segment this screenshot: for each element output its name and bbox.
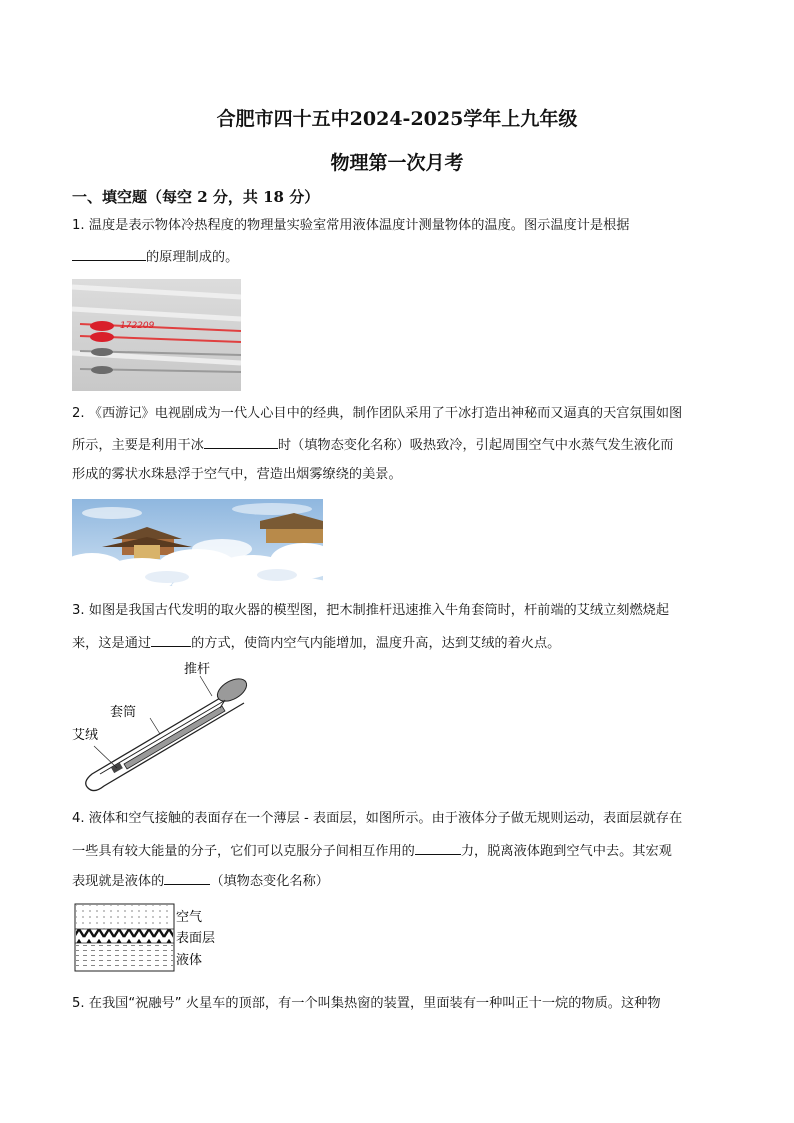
section-heading-fill-in: 一、填空题（每空 2 分，共 18 分）: [72, 188, 320, 206]
q4-text-line3-before: 表现就是液体的: [72, 874, 165, 889]
q2-text-line2-after: 时（填物态变化名称）吸热致冷，引起周围空气中水蒸气发生液化而: [277, 438, 674, 453]
q2-text-line1: 2. 《西游记》电视剧成为一代人心目中的经典，制作团队采用了干冰打造出神秘而又逼真的天宫氛围如图: [72, 406, 683, 421]
label-sleeve: 套筒: [110, 705, 137, 720]
label-surface-layer: 表面层: [176, 931, 216, 946]
q1-text-line2: [72, 246, 732, 268]
q3-text-line1: 3. 如图是我国古代发明的取火器的模型图，把木制推杆迅速推入牛角套筒时，杆前端的艾绒立刻燃烧起: [72, 603, 670, 618]
q4-text-line3-after: （填物态变化名称）: [210, 874, 329, 889]
q1-text-line2-after: 的原理制成的。: [146, 250, 239, 265]
surface-layer-diagram: [74, 903, 234, 973]
q4-text-line2: [72, 840, 732, 862]
q4-text-line2-before: 一些具有较大能量的分子，它们可以克服分子间相互作用的: [72, 844, 415, 859]
exam-title-line1: 合肥市四十五中2024-2025学年上九年级: [216, 108, 578, 130]
thermometer-photo: [72, 279, 241, 391]
q5-text-line1: 5. 在我国“祝融号” 火星车的顶部，有一个叫集热窗的装置，里面装有一种叫正十一烷的物质。这种物: [72, 996, 661, 1011]
q2-text-line3: 形成的雾状水珠悬浮于空气中，营造出烟雾缭绕的美景。: [72, 467, 402, 482]
exam-title-line2: 物理第一次月考: [330, 152, 464, 174]
q2-answer-blank[interactable]: [204, 434, 278, 449]
q4-answer-blank-1[interactable]: [415, 840, 461, 855]
q3-text-line2-before: 来，这是通过: [72, 636, 152, 651]
fire-piston-diagram: [72, 656, 252, 796]
q3-text-line2: [72, 632, 732, 654]
q2-text-line2: [72, 434, 732, 456]
q3-answer-blank[interactable]: [151, 632, 191, 647]
q1-text-line1: 1. 温度是表示物体冷热程度的物理量实验室常用液体温度计测量物体的温度。图示温度计是根据: [72, 218, 630, 233]
q4-text-line3: [72, 870, 732, 892]
heavenly-palace-photo: [72, 499, 323, 586]
thermometer-photo-text: 172209: [120, 321, 155, 331]
q4-text-line1: 4. 液体和空气接触的表面存在一个薄层 - 表面层，如图所示。由于液体分子做无规则运动，表面层就存在: [72, 811, 683, 826]
label-liquid: 液体: [176, 953, 203, 968]
label-moxa: 艾绒: [72, 728, 99, 743]
q3-text-line2-after: 的方式，使筒内空气内能增加，温度升高，达到艾绒的着火点。: [191, 636, 561, 651]
q1-answer-blank[interactable]: [72, 246, 146, 261]
q4-answer-blank-2[interactable]: [164, 870, 210, 885]
label-air: 空气: [176, 910, 203, 925]
q4-text-line2-after: 力，脱离液体跑到空气中去。其宏观: [460, 844, 672, 859]
label-push-rod: 推杆: [184, 662, 211, 677]
q2-text-line2-before: 所示，主要是利用干冰: [72, 438, 204, 453]
